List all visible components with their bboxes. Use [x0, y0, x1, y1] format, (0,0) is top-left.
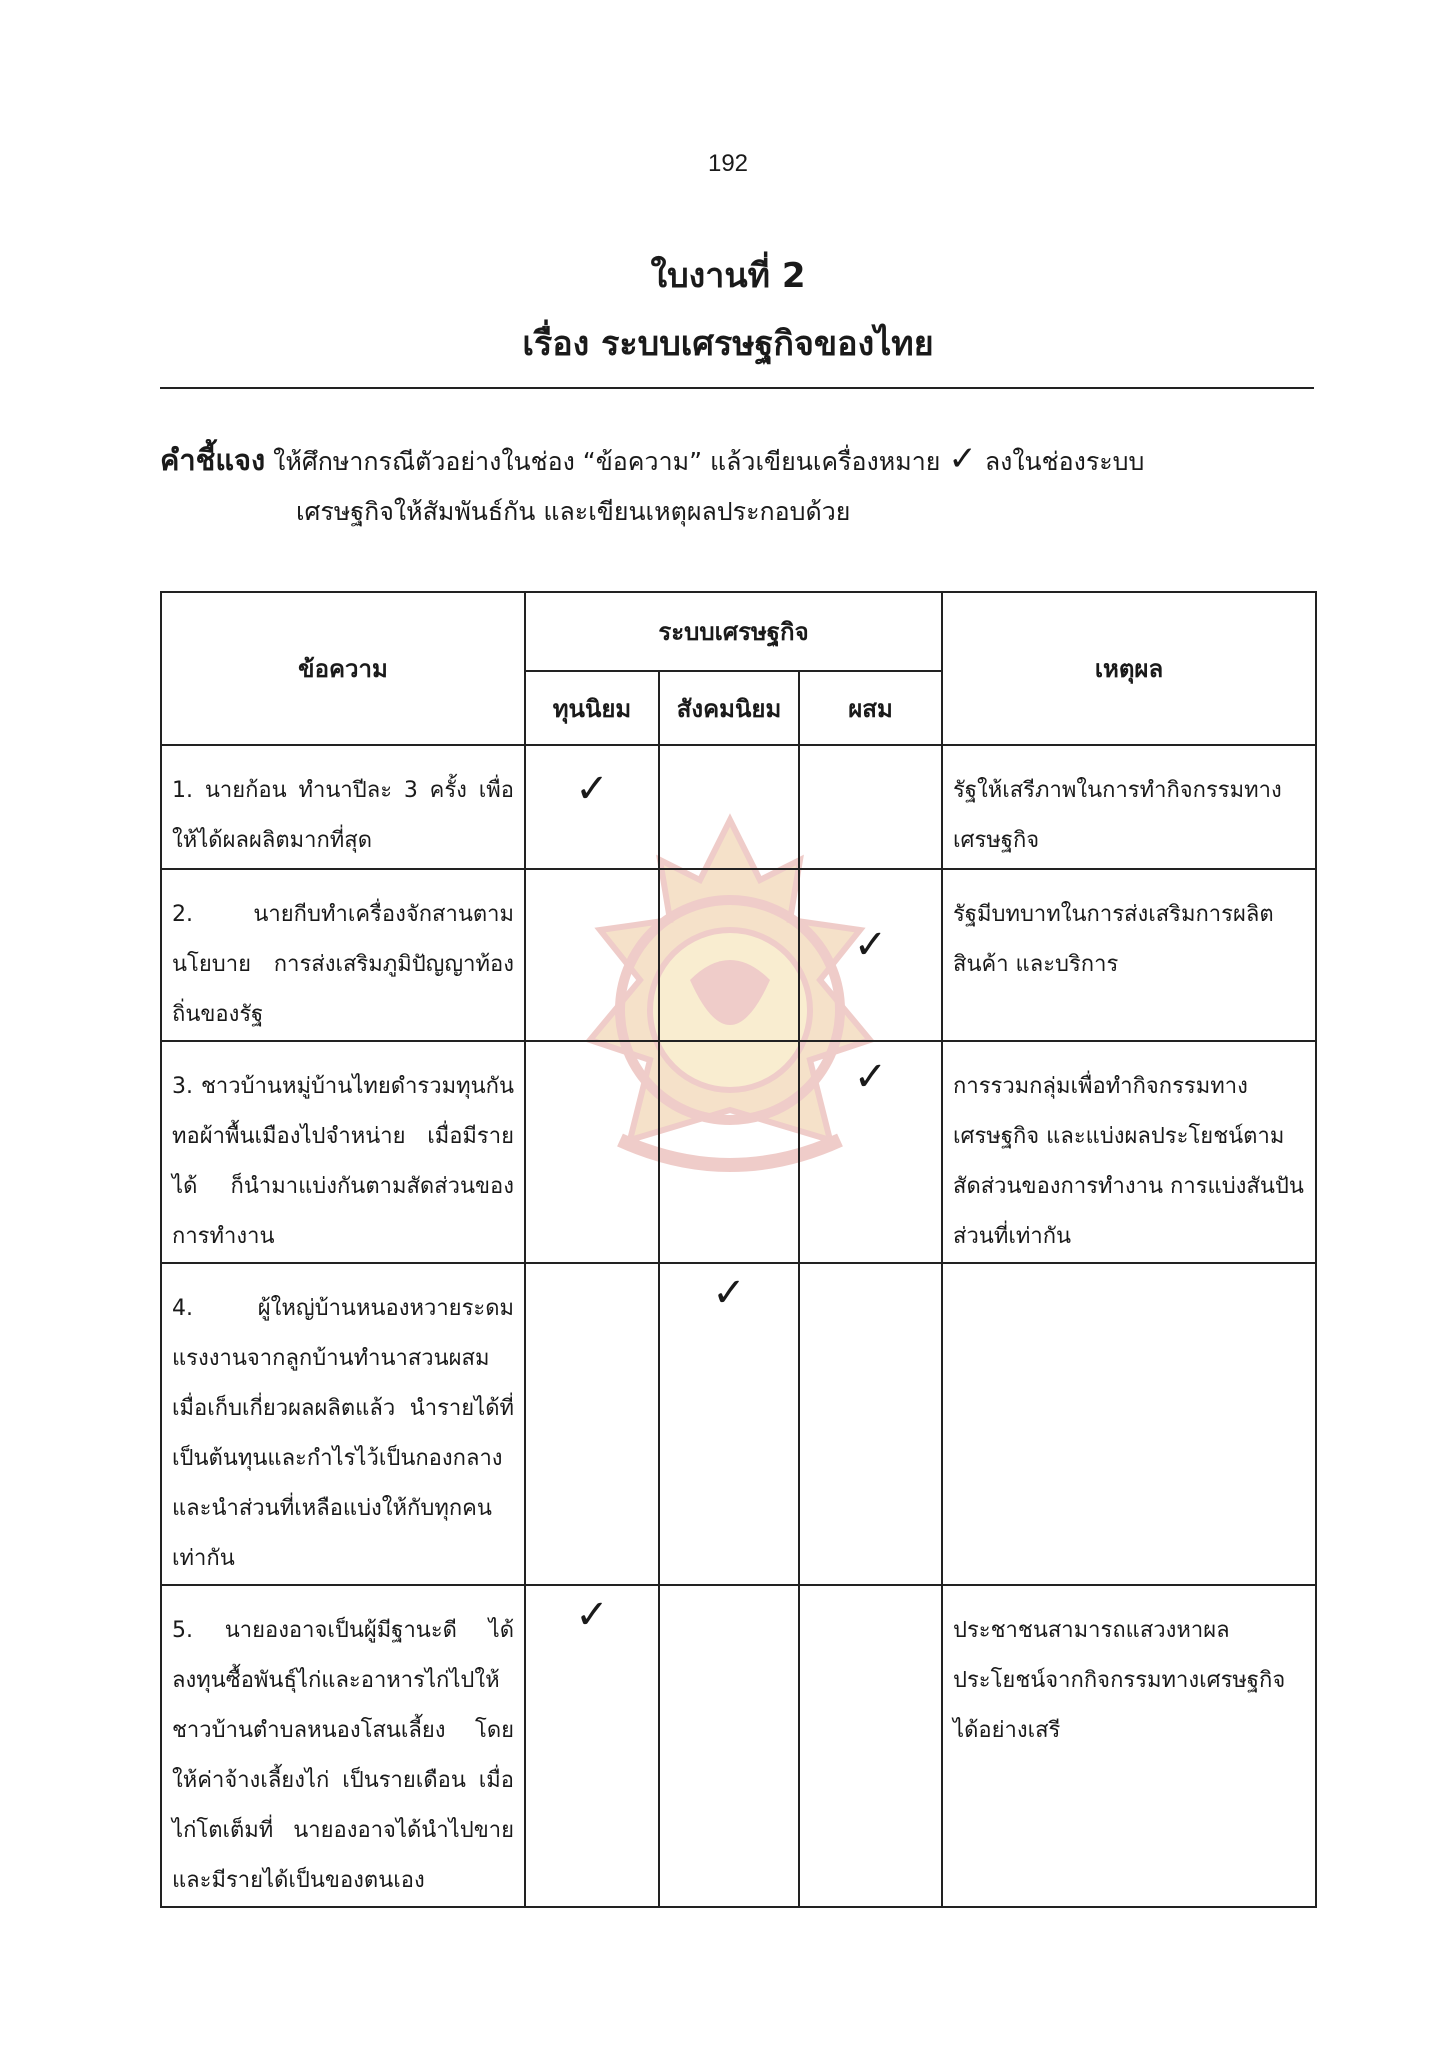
statement-cell: 3. ชาวบ้านหมู่บ้านไทยดำรวมทุนกันทอผ้าพื้นเมืองไปจำหน่าย เมื่อมีรายได้ ก็นำมาแบ่งกันตามสัดส่วนของการทำงาน	[161, 1041, 525, 1263]
header-capitalism: ทุนนิยม	[525, 671, 659, 745]
check-mark-icon: ✓	[853, 922, 888, 968]
table-row	[161, 1263, 1316, 1585]
capitalism-check-cell	[525, 1041, 659, 1263]
reason-cell: ประชาชนสามารถแสวงหาผลประโยชน์จากกิจกรรมทางเศรษฐกิจได้อย่างเสรี	[942, 1585, 1316, 1907]
header-reason: เหตุผล	[942, 592, 1316, 745]
capitalism-check-cell	[525, 745, 659, 869]
instructions-line2: เศรษฐกิจให้สัมพันธ์กัน และเขียนเหตุผลประกอบด้วย	[296, 497, 851, 526]
header-economic-system: ระบบเศรษฐกิจ	[525, 592, 942, 671]
capitalism-check-cell	[525, 1585, 659, 1907]
instructions-tail: ลงในช่องระบบ	[984, 447, 1145, 476]
mixed-check-cell	[799, 1585, 942, 1907]
reason-cell: รัฐมีบทบาทในการส่งเสริมการผลิตสินค้า และบริการ	[942, 869, 1316, 1041]
mixed-check-cell	[799, 745, 942, 869]
check-mark-icon: ✓	[853, 1054, 888, 1100]
socialism-check-cell	[659, 1585, 799, 1907]
socialism-check-cell	[659, 1041, 799, 1263]
table-row	[161, 745, 1316, 869]
instructions-label: คำชี้แจง	[160, 443, 266, 477]
capitalism-check-cell	[525, 869, 659, 1041]
check-mark-icon: ✓	[575, 766, 609, 812]
statement-cell: 4. ผู้ใหญ่บ้านหนองหวายระดมแรงงานจากลูกบ้านทำนาสวนผสม เมื่อเก็บเกี่ยวผลผลิตแล้ว นำรายได้ที่เป็นต้นทุนและกำไรไว้เป็นกองกลาง และนำส่วนที่เหลือแบ่งให้กับทุกคนเท่ากัน	[161, 1263, 525, 1585]
socialism-check-cell	[659, 745, 799, 869]
statement-cell: 1. นายก้อน ทำนาปีละ 3 ครั้ง เพื่อให้ได้ผลผลิตมากที่สุด	[161, 745, 525, 869]
instructions-text: ให้ศึกษากรณีตัวอย่างในช่อง “ข้อความ” แล้วเขียนเครื่องหมาย	[273, 447, 941, 476]
check-mark-icon: ✓	[712, 1270, 746, 1316]
capitalism-check-cell	[525, 1263, 659, 1585]
header-statement: ข้อความ	[161, 592, 525, 745]
socialism-check-cell	[659, 869, 799, 1041]
worksheet-subject: เรื่อง ระบบเศรษฐกิจของไทย	[522, 324, 934, 364]
check-mark-icon: ✓	[948, 439, 977, 479]
table-row	[161, 1585, 1316, 1907]
check-mark-icon: ✓	[575, 1592, 609, 1638]
title-divider	[160, 387, 1314, 389]
statement-cell: 5. นายองอาจเป็นผู้มีฐานะดี ได้ลงทุนซื้อพันธุ์ไก่และอาหารไก่ไปให้ชาวบ้านตำบลหนองโสนเลี้ยง โดยให้ค่าจ้างเลี้ยงไก่ เป็นรายเดือน เมื่อไก่โตเต็มที่ นายองอาจได้นำไปขายและมีรายได้เป็นของตนเอง	[161, 1585, 525, 1907]
worksheet-title: ใบงานที่ 2	[650, 256, 806, 296]
header-socialism: สังคมนิยม	[659, 671, 799, 745]
statement-cell: 2. นายกีบทำเครื่องจักสานตามนโยบาย การส่งเสริมภูมิปัญญาท้องถิ่นของรัฐ	[161, 869, 525, 1041]
table-row	[161, 869, 1316, 1041]
socialism-check-cell	[659, 1263, 799, 1585]
economic-systems-table	[160, 591, 1317, 1908]
reason-cell: รัฐให้เสรีภาพในการทำกิจกรรมทางเศรษฐกิจ	[942, 745, 1316, 869]
mixed-check-cell	[799, 1041, 942, 1263]
reason-cell	[942, 1263, 1316, 1585]
mixed-check-cell	[799, 1263, 942, 1585]
reason-cell: การรวมกลุ่มเพื่อทำกิจกรรมทางเศรษฐกิจ และแบ่งผลประโยชน์ตามสัดส่วนของการทำงาน การแบ่งสันปันส่วนที่เท่ากัน	[942, 1041, 1316, 1263]
page-number: 192	[707, 150, 749, 177]
instructions	[160, 434, 1320, 537]
table-row	[161, 1041, 1316, 1263]
mixed-check-cell	[799, 869, 942, 1041]
header-mixed: ผสม	[799, 671, 942, 745]
